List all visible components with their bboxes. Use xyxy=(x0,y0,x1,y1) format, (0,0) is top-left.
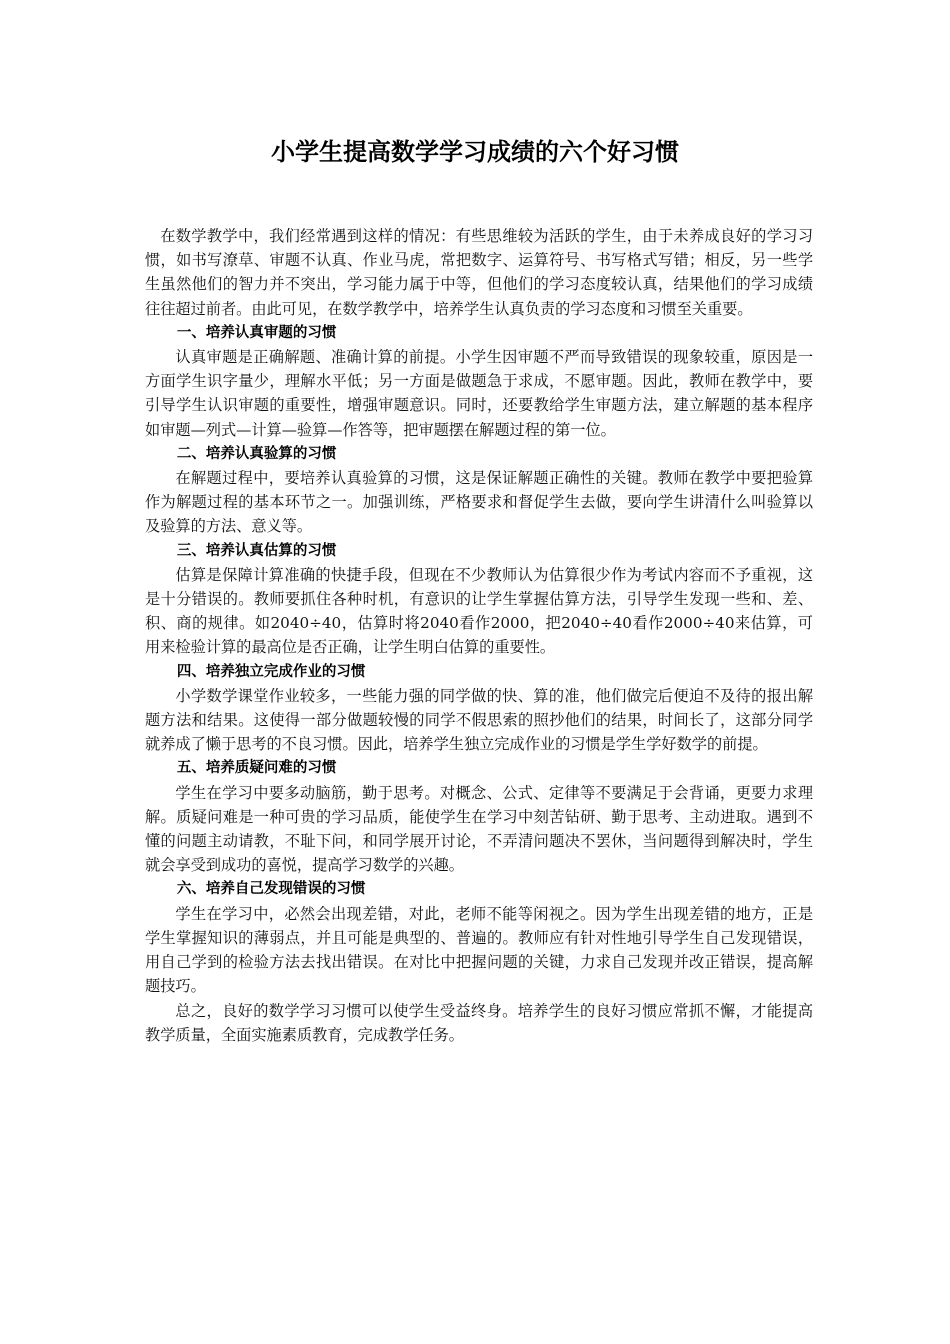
section-heading-3: 三、培养认真估算的习惯 xyxy=(176,542,337,559)
section-paragraph-6: 学生在学习中，必然会出现差错，对此，老师不能等闲视之。因为学生出现差错的地方，正是学生掌握知识的薄弱点，并且可能是典型的、普遍的。教师应有针对性地引导学生自己发现错误，用自己学到的检验方法去找出错误。在对比中把握问题的关键，力求自己发现并改正错误，提高解题技巧。 xyxy=(145,904,813,996)
section-paragraph-5: 学生在学习中要多动脑筋，勤于思考。对概念、公式、定律等不要满足于会背诵，更要力求理解。质疑问难是一种可贵的学习品质，能使学生在学习中刻苦钻研、勤于思考、主动进取。遇到不懂的问题主动请教，不耻下问，和同学展开讨论，不弄清问题决不罢休，当问题得到解决时，学生就会享受到成功的喜悦，提高学习数学的兴趣。 xyxy=(145,783,813,875)
intro-paragraph: 在数学教学中，我们经常遇到这样的情况：有些思维较为活跃的学生，由于未养成良好的学习习惯，如书写潦草、审题不认真、作业马虎，常把数字、运算符号、书写格式写错；相反，另一些学生虽然他们的智力并不突出，学习能力属于中等，但他们的学习态度较认真，结果他们的学习成绩往往超过前者。由此可见，在数学教学中，培养学生认真负责的学习态度和习惯至关重要。 xyxy=(145,227,813,318)
section-paragraph-1: 认真审题是正确解题、准确计算的前提。小学生因审题不严而导致错误的现象较重，原因是一方面学生识字量少，理解水平低；另一方面是做题急于求成，不愿审题。因此，教师在教学中，要引导学生认识审题的重要性，增强审题意识。同时，还要教给学生审题方法，建立解题的基本程序如审题—列式—计算—验算—作答等，把审题摆在解题过程的第一位。 xyxy=(145,348,813,439)
section-heading-6: 六、培养自己发现错误的习惯 xyxy=(176,881,366,898)
document-body xyxy=(145,224,813,1047)
conclusion-paragraph: 总之，良好的数学学习习惯可以使学生受益终身。培养学生的良好习惯应常抓不懈，才能提高教学质量，全面实施素质教育，完成教学任务。 xyxy=(145,1001,813,1044)
section-heading-1: 一、培养认真审题的习惯 xyxy=(176,324,337,341)
section-heading-2: 二、培养认真验算的习惯 xyxy=(176,445,337,462)
document-title: 小学生提高数学学习成绩的六个好习惯 xyxy=(271,138,679,166)
section-paragraph-3: 估算是保障计算准确的快捷手段，但现在不少教师认为估算很少作为考试内容而不予重视，这是十分错误的。教师要抓住各种时机，有意识的让学生掌握估算方法，引导学生发现一些和、差、积、商的规律。如2040÷40，估算时将2040看作2000，把2040÷40看作2000÷40来估算，可用来检验计算的最高位是否正确，让学生明白估算的重要性。 xyxy=(145,565,813,657)
section-paragraph-2: 在解题过程中，要培养认真验算的习惯，这是保证解题正确性的关键。教师在教学中要把验算作为解题过程的基本环节之一。加强训练，严格要求和督促学生去做，要向学生讲清什么叫验算以及验算的方法、意义等。 xyxy=(145,469,813,536)
section-heading-4: 四、培养独立完成作业的习惯 xyxy=(176,663,366,680)
section-paragraph-4: 小学数学课堂作业较多，一些能力强的同学做的快、算的准，他们做完后便迫不及待的报出解题方法和结果。这使得一部分做题较慢的同学不假思索的照抄他们的结果，时间长了，这部分同学就养成了懒于思考的不良习惯。因此，培养学生独立完成作业的习惯是学生学好数学的前提。 xyxy=(145,686,813,754)
section-heading-5: 五、培养质疑问难的习惯 xyxy=(176,760,337,777)
